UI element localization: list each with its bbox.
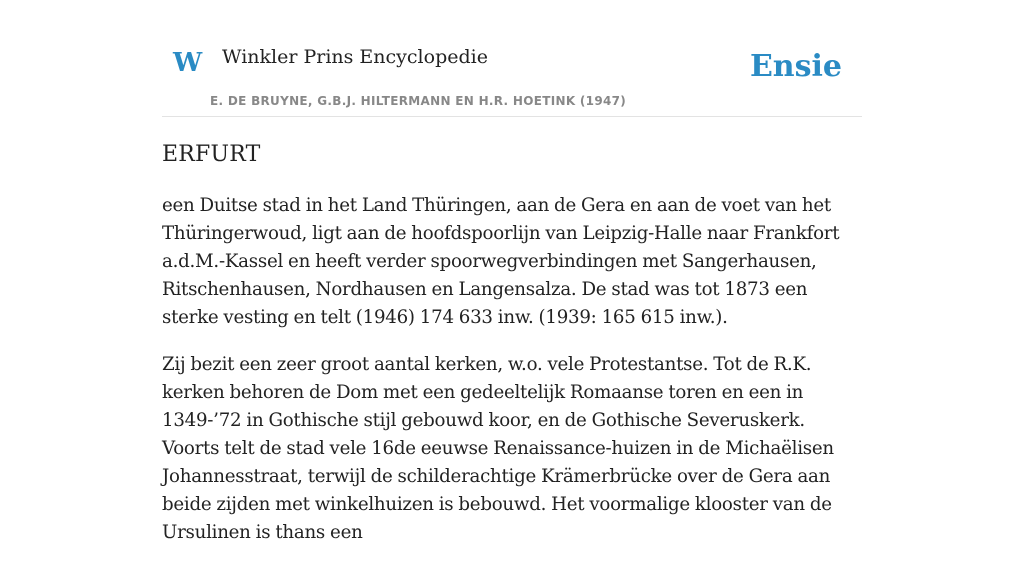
winkler-prins-logo-icon[interactable]: W [173,48,203,78]
article-headword: ERFURT [162,142,261,167]
article-paragraph-1: een Duitse stad in het Land Thüringen, aan de Gera en aan de voet van het Thüringerwoud, ligt aan de hoofdspoorlijn van Leipzig-Halle naar Frankfort a.d.M.-Kassel en heeft verder spoorwegverbindingen met Sangerhausen, Ritschenhausen, Nordhausen en Langensalza. De stad was tot 1873 een sterke vesting en telt (1946) 174 633 inw. (1939: 165 615 inw.). [162,195,840,328]
site-header [162,0,862,117]
publication-authors: E. DE BRUYNE, G.B.J. HILTERMANN EN H.R. HOETINK (1947) [210,94,627,108]
ensie-brand-logo[interactable]: Ensie [749,49,842,84]
article-paragraph-2: Zij bezit een zeer groot aantal kerken, w.o. vele Protestantse. Tot de R.K. kerken behoren de Dom met een gedeeltelijk Romaanse toren en een in 1349-’72 in Gothische stijl gebouwd koor, en de Gothische Severuskerk. Voorts telt de stad vele 16de eeuwse Renaissance-huizen in de Michaëlisen Johannesstraat, terwijl de schilderachtige Krämerbrücke over de Gera aan beide zijden met winkelhuizen is bebouwd. Het voormalige klooster van de Ursulinen is thans een [162,354,834,543]
publication-title[interactable]: Winkler Prins Encyclopedie [222,46,488,68]
article-body [162,192,862,566]
